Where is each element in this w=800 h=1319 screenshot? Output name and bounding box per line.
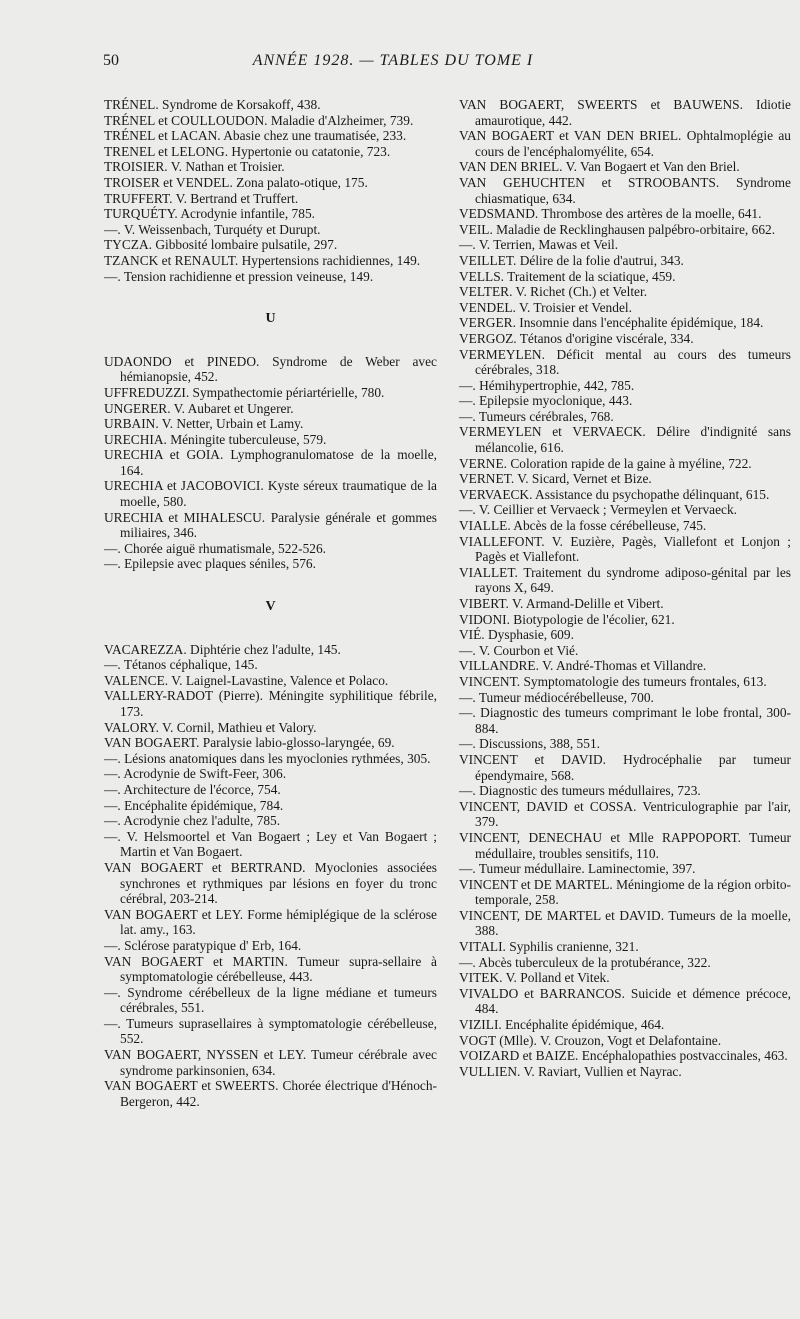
index-entry: TRUFFERT. V. Bertrand et Truffert.: [104, 190, 299, 206]
left-column: [104, 97, 437, 1109]
index-entry: URECHIA et GOIA. Lymphogranulomatose de la moelle, 164.: [104, 447, 437, 478]
letter-heading-v: V: [265, 599, 276, 615]
index-entry: VERMEYLEN et VERVAECK. Délire d'indignité sans mélancolie, 616.: [459, 424, 791, 456]
index-entry: VILLANDRE. V. André-Thomas et Villandre.: [459, 658, 707, 674]
index-entry: VOIZARD et BAIZE. Encéphalopathies postvaccinales, 463.: [459, 1048, 788, 1064]
index-block-v: [104, 642, 437, 1110]
index-entry: VELTER. V. Richet (Ch.) et Velter.: [459, 284, 648, 300]
index-entry: VEDSMAND. Thrombose des artères de la moelle, 641.: [459, 206, 762, 222]
index-entry: —. Chorée aiguë rhumatismale, 522-526.: [104, 540, 327, 556]
index-entry: UNGERER. V. Aubaret et Ungerer.: [104, 400, 294, 416]
page-number: 50: [103, 52, 119, 69]
index-block-right: [459, 97, 791, 1079]
index-entry: —. Tumeur médullaire. Laminectomie, 397.: [459, 861, 696, 877]
index-entry: —. Encéphalite épidémique, 784.: [104, 797, 284, 813]
index-entry: VAN BOGAERT et BERTRAND. Myoclonies associées synchrones et rythmiques par lésions en foyer du tronc cérébral, 203-214.: [104, 859, 437, 907]
index-entry: VENDEL. V. Troisier et Vendel.: [459, 299, 632, 315]
index-entry: VINCENT, DENECHAU et Mlle RAPPOPORT. Tumeur médullaire, troubles sensitifs, 110.: [459, 829, 791, 861]
index-entry: TZANCK et RENAULT. Hypertensions rachidiennes, 149.: [104, 252, 421, 268]
index-entry: VIALLET. Traitement du syndrome adiposo-génital par les rayons X, 649.: [459, 564, 791, 596]
index-entry: —. Sclérose paratypique d' Erb, 164.: [104, 937, 302, 953]
index-entry: TROISER et VENDEL. Zona palato-otique, 175.: [104, 174, 368, 190]
index-entry: VIBERT. V. Armand-Delille et Vibert.: [459, 596, 664, 611]
index-entry: —. Syndrome cérébelleux de la ligne médiane et tumeurs cérébrales, 551.: [104, 984, 437, 1016]
index-entry: TURQUÉTY. Acrodynie infantile, 785.: [104, 206, 315, 222]
letter-heading-u: U: [265, 311, 276, 327]
page-header: [103, 52, 683, 74]
index-entry: —. V. Courbon et Vié.: [459, 642, 579, 658]
index-entry: VERNE. Coloration rapide de la gaine à myéline, 722.: [459, 455, 752, 471]
index-entry: VALLERY-RADOT (Pierre). Méningite syphilitique fébrile, 173.: [104, 688, 437, 719]
index-entry: VEIL. Maladie de Recklinghausen palpébro-orbitaire, 662.: [459, 221, 776, 237]
index-entry: VINCENT. Symptomatologie des tumeurs frontales, 613.: [459, 673, 767, 689]
index-entry: —. Hémihypertrophie, 442, 785.: [459, 377, 635, 393]
index-entry: VEILLET. Délire de la folie d'autrui, 343.: [459, 252, 684, 268]
index-entry: TYCZA. Gibbosité lombaire pulsatile, 297.: [104, 237, 338, 253]
index-entry: —. Lésions anatomiques dans les myoclonies rythmées, 305.: [104, 750, 431, 766]
index-entry: VALENCE. V. Laignel-Lavastine, Valence et Polaco.: [104, 672, 389, 688]
index-entry: VERNET. V. Sicard, Vernet et Bize.: [459, 471, 652, 487]
index-block-t: [104, 97, 437, 284]
index-entry: —. Tumeurs suprasellaires à symptomatologie cérébelleuse, 552.: [104, 1015, 437, 1047]
index-entry: UFFREDUZZI. Sympathectomie périartérielle, 780.: [104, 384, 385, 400]
index-entry: URECHIA. Méningite tuberculeuse, 579.: [104, 431, 327, 447]
index-entry: —. Epilepsie avec plaques séniles, 576.: [104, 556, 316, 572]
index-entry: —. Epilepsie myoclonique, 443.: [459, 393, 633, 409]
index-entry: —. Diagnostic des tumeurs comprimant le lobe frontal, 300-884.: [459, 705, 791, 736]
index-entry: VERVAECK. Assistance du psychopathe délinquant, 615.: [459, 486, 770, 502]
index-entry: VAN BOGAERT et VAN DEN BRIEL. Ophtalmoplégie au cours de l'encéphalomyélite, 654.: [459, 128, 791, 159]
index-entry: VAN BOGAERT et LEY. Forme hémiplégique de la sclérose lat. amy., 163.: [104, 906, 437, 938]
index-entry: VAN GEHUCHTEN et STROOBANTS. Syndrome chiasmatique, 634.: [459, 174, 791, 206]
index-entry: VIZILI. Encéphalite épidémique, 464.: [459, 1017, 665, 1033]
index-entry: VAN BOGAERT, NYSSEN et LEY. Tumeur cérébrale avec syndrome parkinsonien, 634.: [104, 1047, 437, 1078]
running-title: ANNÉE 1928. — TABLES DU TOME I: [252, 52, 534, 69]
index-entry: VINCENT, DE MARTEL et DAVID. Tumeurs de la moelle, 388.: [459, 907, 791, 939]
right-column: [459, 97, 791, 1079]
index-entry: URBAIN. V. Netter, Urbain et Lamy.: [104, 416, 304, 432]
index-entry: VULLIEN. V. Raviart, Vullien et Nayrac.: [459, 1063, 682, 1079]
index-entry: VACAREZZA. Diphtérie chez l'adulte, 145.: [104, 641, 341, 657]
index-entry: —. V. Terrien, Mawas et Veil.: [459, 237, 619, 253]
index-entry: VIÉ. Dysphasie, 609.: [459, 627, 574, 643]
index-entry: —. Discussions, 388, 551.: [459, 736, 600, 752]
index-entry: URECHIA et JACOBOVICI. Kyste séreux traumatique de la moelle, 580.: [104, 478, 437, 510]
index-entry: —. Acrodynie de Swift-Feer, 306.: [104, 766, 287, 782]
index-entry: VAN BOGAERT et SWEERTS. Chorée électrique d'Hénoch-Bergeron, 442.: [104, 1078, 437, 1109]
index-entry: VITEK. V. Polland et Vitek.: [459, 970, 610, 986]
index-entry: —. Tension rachidienne et pression veineuse, 149.: [104, 268, 374, 284]
index-entry: VELLS. Traitement de la sciatique, 459.: [459, 268, 676, 284]
index-entry: —. V. Ceillier et Vervaeck ; Vermeylen et Vervaeck.: [459, 502, 738, 518]
index-entry: TROISIER. V. Nathan et Troisier.: [104, 159, 285, 175]
index-entry: —. Diagnostic des tumeurs médullaires, 723.: [459, 783, 701, 799]
index-entry: TRÉNEL et LACAN. Abasie chez une traumatisée, 233.: [104, 128, 407, 144]
index-entry: —. Acrodynie chez l'adulte, 785.: [104, 813, 281, 829]
index-entry: VALORY. V. Cornil, Mathieu et Valory.: [104, 719, 317, 735]
index-entry: VAN DEN BRIEL. V. Van Bogaert et Van den Briel.: [459, 159, 740, 175]
index-entry: VAN BOGAERT et MARTIN. Tumeur supra-sellaire à symptomatologie cérébelleuse, 443.: [104, 953, 437, 985]
index-entry: VIVALDO et BARRANCOS. Suicide et démence précoce, 484.: [459, 985, 791, 1017]
index-entry: VINCENT, DAVID et COSSA. Ventriculographie par l'air, 379.: [459, 798, 791, 830]
index-block-u: [104, 354, 437, 572]
index-entry: VIALLEFONT. V. Euzière, Pagès, Viallefont et Lonjon ; Pagès et Viallefont.: [459, 533, 791, 565]
index-entry: —. Tumeur médiocérébelleuse, 700.: [459, 689, 654, 705]
index-entry: TRÉNEL et COULLOUDON. Maladie d'Alzheimer, 739.: [104, 112, 414, 128]
index-entry: VERGOZ. Tétanos d'origine viscérale, 334.: [459, 330, 694, 346]
index-entry: —. Architecture de l'écorce, 754.: [104, 781, 281, 797]
index-entry: —. Tétanos céphalique, 145.: [104, 657, 258, 673]
index-entry: VAN BOGAERT. Paralysie labio-glosso-laryngée, 69.: [104, 735, 395, 751]
index-entry: VINCENT et DE MARTEL. Méningiome de la région orbito-temporale, 258.: [459, 876, 791, 908]
index-entry: URECHIA et MIHALESCU. Paralysie générale et gommes miliaires, 346.: [104, 509, 437, 541]
index-entry: VIALLE. Abcès de la fosse cérébelleuse, 745.: [459, 518, 707, 534]
index-entry: TRENEL et LELONG. Hypertonie ou catatonie, 723.: [104, 143, 391, 159]
index-entry: VIDONI. Biotypologie de l'écolier, 621.: [459, 611, 675, 627]
index-entry: —. Abcès tuberculeux de la protubérance, 322.: [459, 954, 711, 970]
index-entry: UDAONDO et PINEDO. Syndrome de Weber avec hémianopsie, 452.: [104, 353, 437, 385]
index-entry: VOGT (Mlle). V. Crouzon, Vogt et Delafontaine.: [459, 1032, 722, 1048]
index-entry: VERGER. Insomnie dans l'encéphalite épidémique, 184.: [459, 315, 764, 331]
index-entry: VITALI. Syphilis cranienne, 321.: [459, 939, 639, 955]
index-entry: —. V. Weissenbach, Turquéty et Durupt.: [104, 221, 321, 237]
index-entry: —. V. Helsmoortel et Van Bogaert ; Ley et Van Bogaert ; Martin et Van Bogaert.: [104, 828, 437, 860]
index-entry: VERMEYLEN. Déficit mental au cours des tumeurs cérébrales, 318.: [459, 346, 791, 378]
index-entry: VAN BOGAERT, SWEERTS et BAUWENS. Idiotie amaurotique, 442.: [459, 97, 791, 128]
index-entry: VINCENT et DAVID. Hydrocéphalie par tumeur épendymaire, 568.: [459, 751, 791, 783]
index-entry: —. Tumeurs cérébrales, 768.: [459, 408, 614, 424]
index-entry: TRÉNEL. Syndrome de Korsakoff, 438.: [104, 97, 321, 112]
